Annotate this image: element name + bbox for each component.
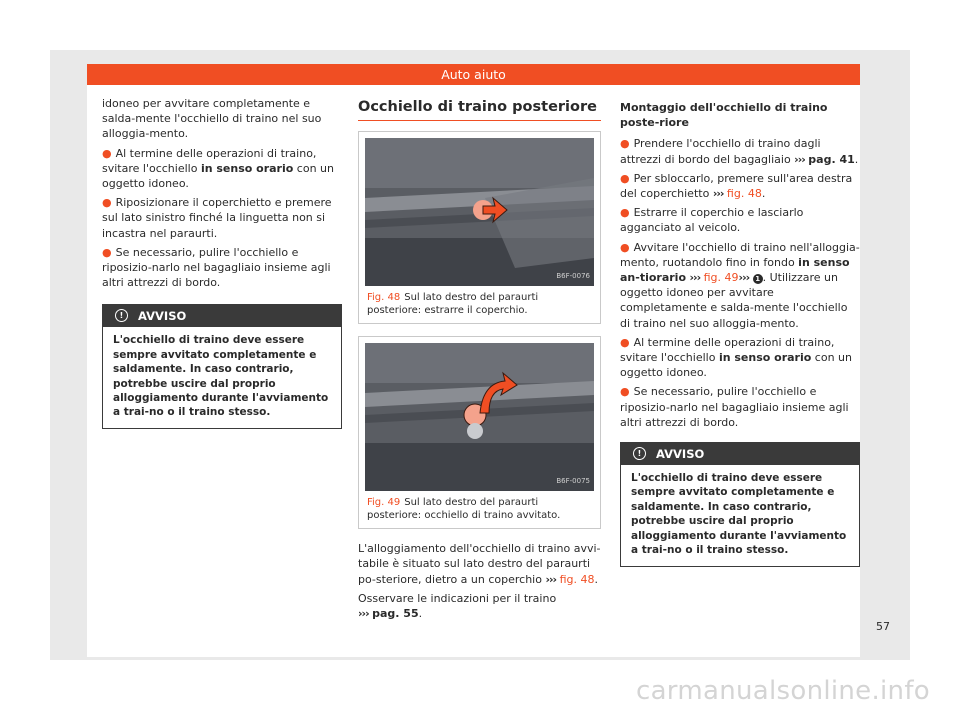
figure-link[interactable]: fig. 48	[726, 187, 762, 201]
figure-link[interactable]: fig. 48	[559, 572, 595, 586]
figure-caption: Fig. 49 Sul lato destro del paraurti posteriore: occhiello di traino avvitato.	[367, 497, 561, 521]
warning-box	[102, 304, 342, 428]
towing-eye-illustration	[365, 343, 594, 491]
bullet-icon: ●	[102, 245, 112, 259]
middle-column	[358, 100, 601, 625]
page-link[interactable]: pag. 41	[808, 152, 855, 166]
bullet-item: ● Riposizionare il coperchietto e premere sul lato sinistro finché la linguetta non si incastra nel paraurti.	[102, 196, 332, 240]
figure-caption: Fig. 48 Sul lato destro del paraurti posteriore: estrarre il coperchio.	[367, 292, 539, 316]
figure-49-image	[365, 343, 594, 491]
bullet-item: ● Al termine delle operazioni di traino, svitare l'occhiello in senso orario con un oggetto idoneo.	[620, 335, 852, 380]
warning-icon: !	[115, 309, 128, 322]
bullet-item: ● Se necessario, pulire l'occhiello e riposizio-narlo nel bagagliaio insieme agli altri attrezzi di bordo.	[620, 385, 849, 429]
bullet-item: ● Estrarre il coperchio e lasciarlo agganciato al veicolo.	[620, 206, 804, 235]
page-number: 57	[876, 620, 890, 633]
right-column	[620, 100, 860, 567]
figure-49	[358, 336, 601, 529]
bullet-icon: ●	[620, 206, 630, 220]
paragraph: idoneo per avvitare completamente e salda-mente l'occhiello di traino nel suo alloggia-mento.	[102, 97, 322, 141]
bullet-item: ● Al termine delle operazioni di traino, svitare l'occhiello in senso orario con un oggetto idoneo.	[102, 146, 334, 191]
section-title: Occhiello di traino posteriore	[358, 100, 601, 121]
paragraph: Osservare le indicazioni per il traino ››› pag. 55.	[358, 591, 557, 621]
bullet-item: ● Se necessario, pulire l'occhiello e riposizio-narlo nel bagagliaio insieme agli altri attrezzi di bordo.	[102, 245, 331, 290]
warning-header: ! AVVISO	[103, 305, 341, 327]
warning-marker-icon: 1	[753, 274, 763, 284]
bullet-icon: ●	[620, 385, 630, 399]
warning-icon: !	[633, 447, 646, 460]
bullet-icon: ●	[102, 146, 112, 160]
left-column	[102, 96, 342, 429]
bullet-icon: ●	[620, 137, 630, 151]
figure-code: B6F-0075	[556, 477, 590, 485]
bumper-illustration	[365, 138, 594, 286]
bullet-item: ● Avvitare l'occhiello di traino nell'alloggia-mento, ruotandolo fino in fondo in senso an-tiorario ››› fig. 49››› 1 . Utilizzare un oggetto idoneo per avvitare completamente e salda-mente l'occhiello di traino nel suo alloggia-mento.	[620, 240, 860, 330]
bullet-icon: ●	[102, 196, 112, 210]
warning-box	[620, 442, 860, 566]
bullet-item: ● Per sbloccarlo, premere sull'area destra del coperchietto ››› fig. 48.	[620, 171, 853, 201]
figure-48	[358, 131, 601, 324]
section-header: Auto aiuto	[87, 64, 860, 85]
warning-header: ! AVVISO	[621, 443, 859, 465]
figure-link[interactable]: fig. 49	[703, 271, 739, 285]
watermark: carmanualsonline.info	[635, 676, 930, 706]
warning-text: L'occhiello di traino deve essere sempre avvitato completamente e saldamente. In caso contrario, potrebbe uscire dal proprio alloggiamento durante l'avviamento a trai-no o il traino stesso.	[113, 334, 329, 419]
figure-code: B6F-0076	[556, 272, 590, 280]
page-link[interactable]: pag. 55	[372, 607, 419, 621]
paragraph: L'alloggiamento dell'occhiello di traino avvi-tabile è situato sul lato destro del paraurti po-steriore, dietro a un coperchio ››› fig. 48.	[358, 542, 601, 586]
warning-text: L'occhiello di traino deve essere sempre avvitato completamente e saldamente. In caso contrario, potrebbe uscire dal proprio alloggiamento durante l'avviamento a trai-no o il traino stesso.	[631, 472, 847, 557]
bullet-icon: ●	[620, 171, 630, 185]
bullet-icon: ●	[620, 335, 630, 349]
bullet-item: ● Prendere l'occhiello di traino dagli attrezzi di bordo del bagagliaio ››› pag. 41.	[620, 137, 859, 166]
subheading: Montaggio dell'occhiello di traino poste-riore	[620, 101, 828, 130]
figure-48-image	[365, 138, 594, 286]
bullet-icon: ●	[620, 240, 630, 254]
